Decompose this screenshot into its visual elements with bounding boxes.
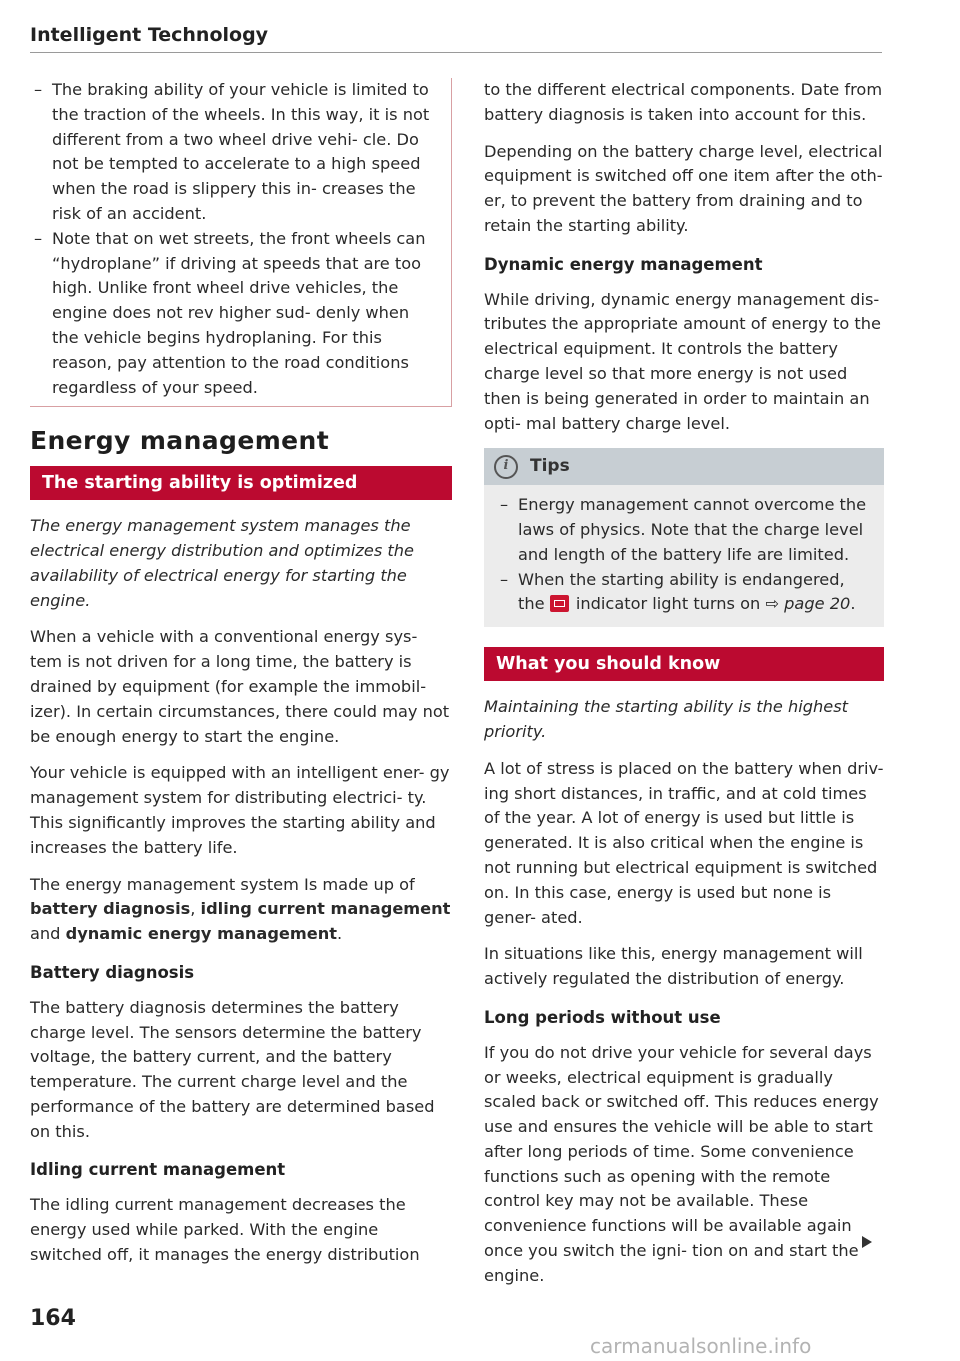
energy-paragraph: Your vehicle is equipped with an intelligent ener- gy management system for distributing electrici- ty. This significantly improves the starting ability and increases the battery life. — [30, 763, 450, 857]
term-idling-current: idling current management — [200, 899, 451, 919]
page-reference-link[interactable]: ⇨ page 20 — [765, 594, 851, 614]
page-number: 164 — [30, 1306, 76, 1331]
right-column — [484, 78, 884, 1301]
know-paragraph: A lot of stress is placed on the battery when driv- ing short distances, in traffic, and at cold times of the year. A lot of energy is used but little is generated. It is also critical when the engine is not running but electrical equipment is switched on. In this case, energy is used but none is gener- ated. — [484, 758, 884, 927]
continue-arrow-icon — [862, 1236, 872, 1248]
know-intro: Maintaining the starting ability is the highest priority. — [484, 697, 849, 741]
battery-indicator-icon — [550, 595, 569, 612]
energy-intro: The energy management system manages the electrical energy distribution and optimizes the availability of electrical energy for starting the engine. — [30, 516, 414, 610]
tips-box — [484, 448, 884, 627]
continued-paragraph: to the different electrical components. Date from battery diagnosis is taken into account for this. — [484, 80, 883, 124]
energy-paragraph: When a vehicle with a conventional energy sys- tem is not driven for a long time, the battery is drained by equipment (for example the immobil- izer). In certain circumstances, there could may not be enough energy to start the engine. — [30, 627, 450, 746]
long-periods-text: If you do not drive your vehicle for several days or weeks, electrical equipment is gradually scaled back or switched off. This reduces energy use and ensures the vehicle will be able to start after long periods of time. Some convenience functions such as opening with the remote control key may not be available. These convenience functions will be available again once you switch the igni- tion on and start the engine. — [484, 1042, 879, 1285]
text-span: When the starting ability is endangered, the — [518, 569, 845, 614]
battery-diagnosis-text: The battery diagnosis determines the battery charge level. The sensors determine the battery voltage, the battery current, and the battery temperature. The current charge level and the performance of the battery are determined based on this. — [30, 997, 435, 1141]
text-span: indicator light turns on — [575, 594, 761, 614]
watermark: carmanualsonline.info — [590, 1334, 812, 1358]
continued-paragraph: Depending on the battery charge level, electrical equipment is switched off one item after the oth- er, to prevent the battery from draining and to retain the starting ability. — [484, 141, 883, 235]
warning-box — [30, 78, 452, 407]
text-span: The energy management system Is made up of — [30, 874, 415, 894]
energy-components-paragraph — [30, 873, 452, 947]
warning-item: – Note that on wet streets, the front wheels can “hydroplane” if driving at speeds that are too high. Unlike front wheel drive vehicles, the engine does not rev higher sud- denly when the vehicle begins hydroplaning. For this reason, pay attention to the road conditions regardless of your speed. — [30, 227, 437, 401]
text-span: , — [190, 899, 201, 919]
subhead-long-periods: Long periods without use — [484, 1007, 721, 1027]
idling-current-text: The idling current management decreases the energy used while parked. With the engine switched off, it manages the energy distribution — [30, 1195, 420, 1264]
left-column — [30, 78, 452, 1280]
header-divider — [30, 52, 882, 53]
section-title-energy-management: Energy management — [30, 426, 330, 456]
term-battery-diagnosis: battery diagnosis — [30, 899, 191, 919]
warning-item: – The braking ability of your vehicle is limited to the traction of the wheels. In this way, it is not different from a two wheel drive vehi- cle. Do not be tempted to accelerate to a high speed when the road is slippery this in- creases the risk of an accident. — [30, 78, 437, 227]
topic-bar-what-you-should-know: What you should know — [484, 647, 884, 681]
tips-title: Tips — [530, 456, 570, 477]
subhead-battery-diagnosis: Battery diagnosis — [30, 962, 195, 982]
tips-header — [484, 448, 884, 485]
tips-item — [496, 568, 874, 618]
subhead-dynamic-energy: Dynamic energy management — [484, 254, 763, 274]
term-dynamic-energy: dynamic energy management — [65, 924, 338, 944]
tips-list — [484, 485, 884, 627]
page-header-title: Intelligent Technology — [30, 24, 269, 46]
topic-bar-starting-ability: The starting ability is optimized — [30, 466, 452, 500]
dynamic-energy-text: While driving, dynamic energy management dis- tributes the appropriate amount of energy to the electrical equipment. It controls the battery charge level so that more energy is not used then is being generated in order to maintain an opti- mal battery charge level. — [484, 289, 881, 433]
text-span: and — [30, 924, 61, 944]
know-paragraph: In situations like this, energy management will actively regulated the distribution of energy. — [484, 944, 863, 989]
warning-list — [30, 78, 437, 400]
subhead-idling-current: Idling current management — [30, 1160, 286, 1180]
info-icon: i — [494, 455, 518, 479]
tips-item: – Energy management cannot overcome the laws of physics. Note that the charge level and length of the battery life are limited. — [496, 493, 874, 567]
text-span: . — [850, 594, 856, 614]
text-span: . — [337, 924, 343, 944]
